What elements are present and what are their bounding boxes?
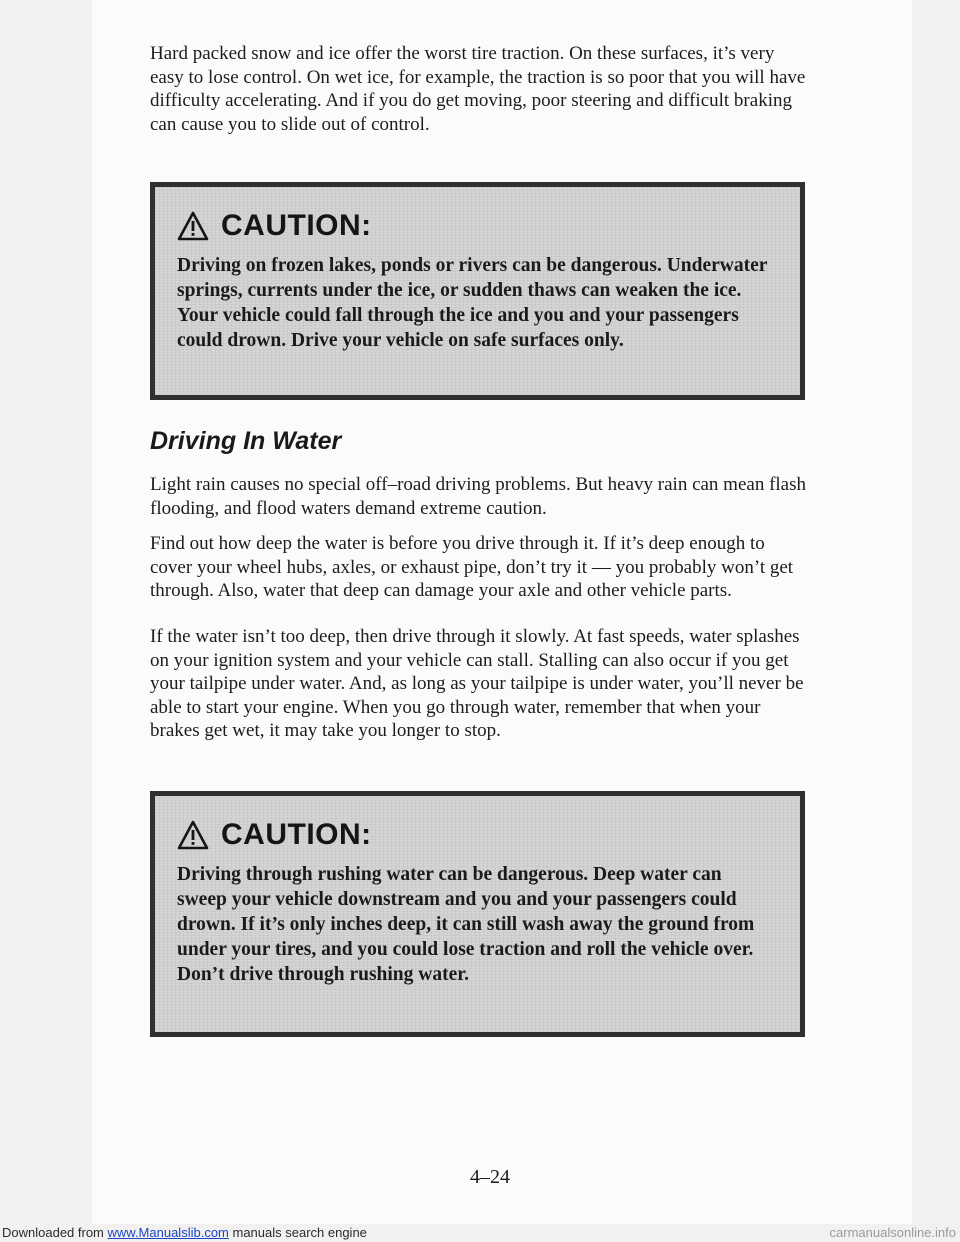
- water-paragraph-2: Find out how deep the water is before you drive through it. If it’s deep enough to cover your wheel hubs, axles, or exhaust pipe, don’t try it — you probably won’t get through. Also, water that deep can damage your axle and other vehicle parts.: [150, 533, 794, 602]
- footer-prefix: Downloaded from: [2, 1225, 108, 1240]
- intro-paragraph: Hard packed snow and ice offer the worst tire traction. On these surfaces, it’s very easy to lose control. On wet ice, for example, the traction is so poor that you will have difficulty accelerating. And if you do get moving, poor steering and difficult braking can cause you to slide out of control.: [150, 43, 806, 135]
- download-footer: [0, 1224, 960, 1242]
- watermark: carmanualsonline.info: [829, 1225, 956, 1240]
- warning-triangle-icon: [177, 211, 209, 241]
- caution-header: [177, 207, 776, 245]
- page-number: 4–24: [470, 1166, 510, 1188]
- water-paragraph-1: Light rain causes no special off–road driving problems. But heavy rain can mean flash flooding, and flood waters demand extreme caution.: [150, 474, 807, 519]
- warning-triangle-icon: [177, 820, 209, 850]
- caution-text: Driving through rushing water can be dangerous. Deep water can sweep your vehicle downstream and you and your passengers could drown. If it’s only inches deep, it can still wash away the ground from under your tires, and you could lose traction and roll the vehicle over. Don’t drive through rushing water.: [177, 864, 755, 985]
- caution-title: CAUTION:: [221, 818, 372, 851]
- caution-box-rushing-water: [150, 791, 805, 1037]
- water-paragraph-3: If the water isn’t too deep, then drive through it slowly. At fast speeds, water splashes on your ignition system and your vehicle can stall. Stalling can also occur if you get your tailpipe under water. And, as long as your tailpipe is under water, you’ll never be able to start your engine. When you go through water, remember that when your brakes get wet, it may take you longer to stop.: [150, 626, 804, 742]
- section-heading-driving-in-water: Driving In Water: [150, 427, 342, 455]
- footer-suffix: manuals search engine: [228, 1225, 367, 1240]
- caution-text: Driving on frozen lakes, ponds or rivers can be dangerous. Underwater springs, currents under the ice, or sudden thaws can weaken the ice. Your vehicle could fall through the ice and you and your passengers could drown. Drive your vehicle on safe surfaces only.: [177, 255, 768, 351]
- caution-box-frozen-lakes: [150, 182, 805, 400]
- manualslib-link[interactable]: www.Manualslib.com: [107, 1225, 229, 1240]
- caution-header: [177, 816, 776, 854]
- caution-title: CAUTION:: [221, 209, 372, 242]
